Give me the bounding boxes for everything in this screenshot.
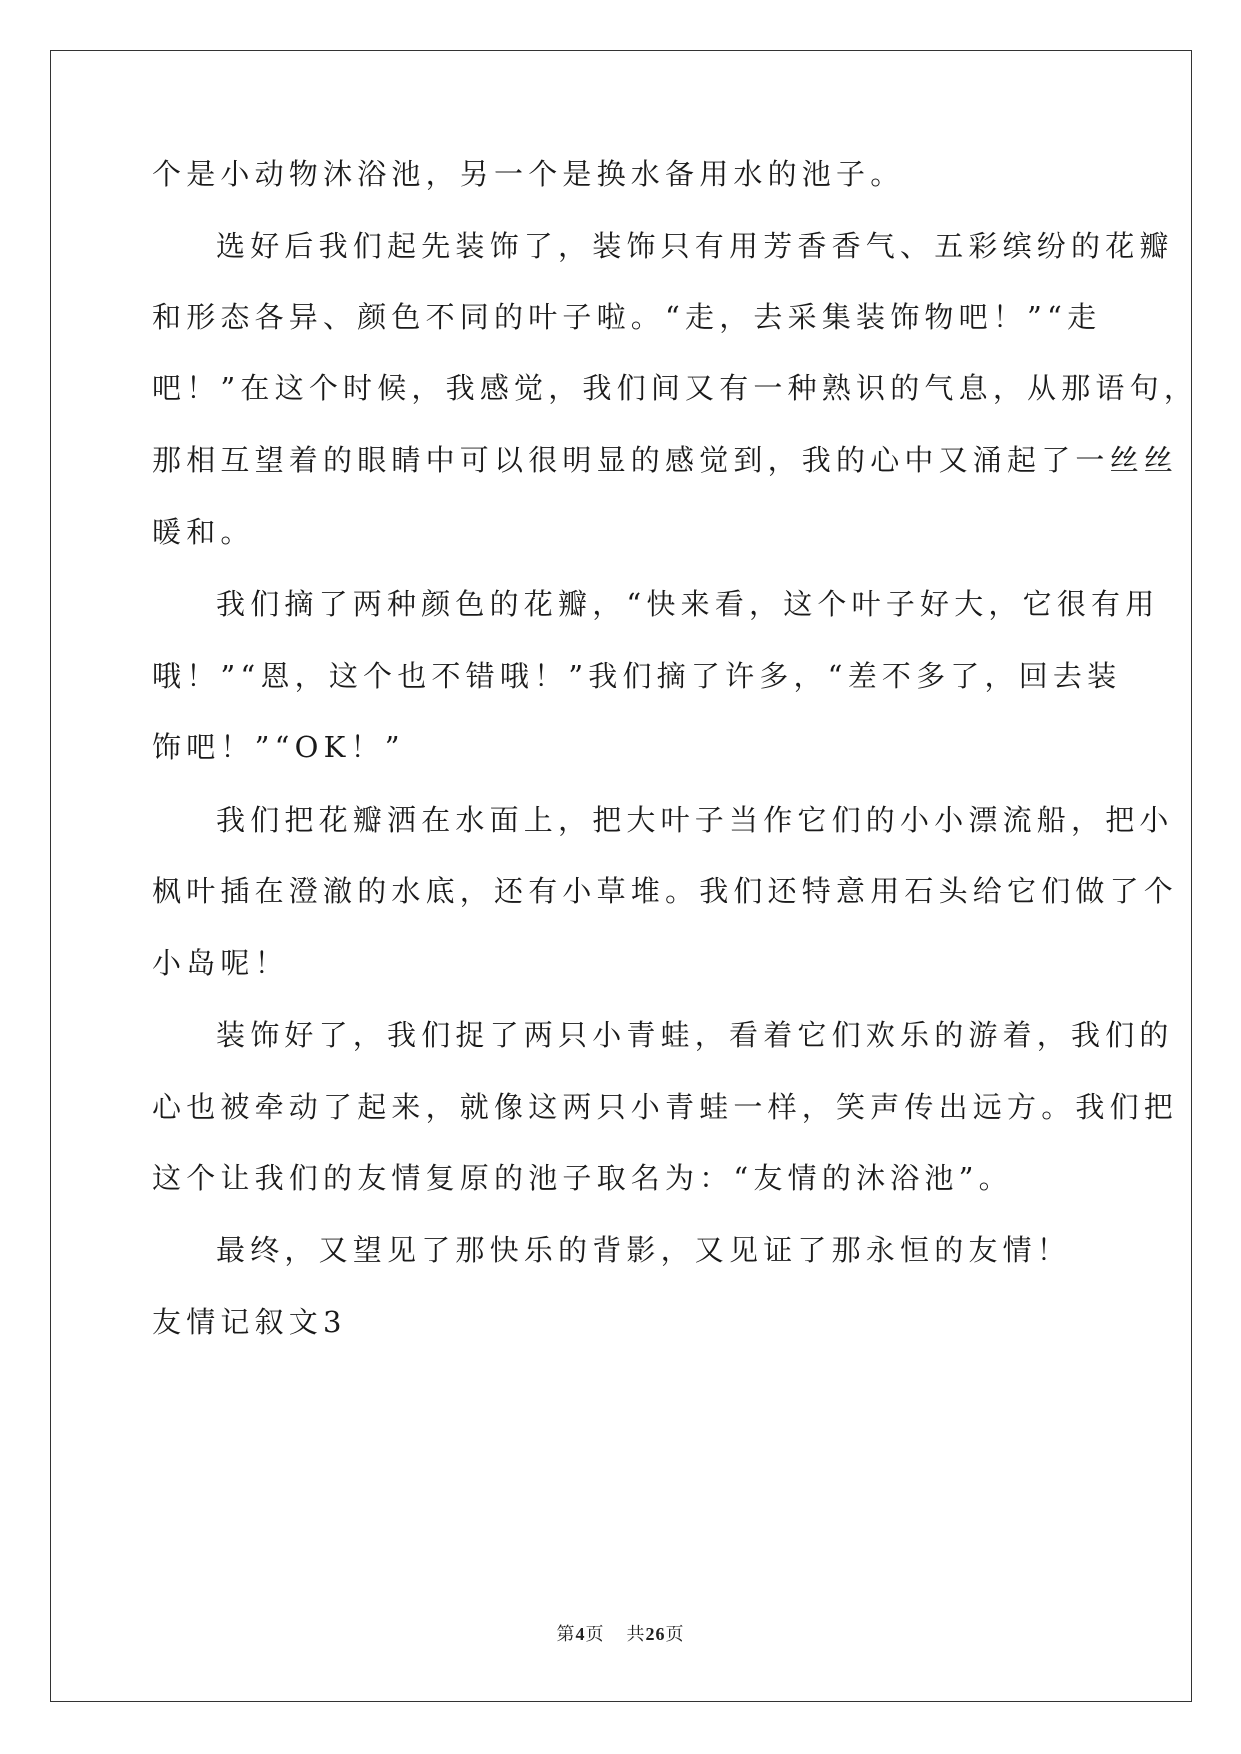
text-line: 装饰好了，我们捉了两只小青蛙，看着它们欢乐的游着，我们的 bbox=[216, 1018, 1174, 1052]
text-line: 我们摘了两种颜色的花瓣，“快来看，这个叶子好大，它很有用 bbox=[216, 587, 1160, 621]
current-page-number: 4 bbox=[575, 1624, 586, 1644]
text-line: 我们把花瓣洒在水面上，把大叶子当作它们的小小漂流船，把小 bbox=[216, 803, 1174, 837]
text-line: 这个让我们的友情复原的池子取名为：“友情的沐浴池”。 bbox=[152, 1161, 1013, 1195]
text-line: 暖和。 bbox=[152, 515, 255, 549]
text-line: 吧！”在这个时候，我感觉，我们间又有一种熟识的气息，从那语句， bbox=[152, 371, 1199, 405]
text-line: 最终，又望见了那快乐的背影，又见证了那永恒的友情！ bbox=[216, 1233, 1072, 1267]
text-line: 选好后我们起先装饰了，装饰只有用芳香香气、五彩缤纷的花瓣 bbox=[216, 229, 1174, 263]
text-line: 心也被牵动了起来，就像这两只小青蛙一样，笑声传出远方。我们把 bbox=[152, 1090, 1179, 1124]
footer-total-suffix: 页 bbox=[665, 1624, 685, 1644]
section-heading: 友情记叙文3 bbox=[152, 1305, 347, 1339]
text-line: 个是小动物沐浴池，另一个是换水备用水的池子。 bbox=[152, 157, 905, 191]
text-line: 饰吧！”“OK！” bbox=[152, 730, 405, 764]
footer-page-word: 页 bbox=[585, 1624, 605, 1644]
footer-prefix: 第 bbox=[556, 1624, 576, 1644]
text-line: 哦！”“恩，这个也不错哦！”我们摘了许多，“差不多了，回去装 bbox=[152, 659, 1122, 693]
text-line: 那相互望着的眼睛中可以很明显的感觉到，我的心中又涌起了一丝丝 bbox=[152, 443, 1179, 477]
text-line: 小岛呢！ bbox=[152, 946, 289, 980]
text-line: 枫叶插在澄澈的水底，还有小草堆。我们还特意用石头给它们做了个 bbox=[152, 874, 1179, 908]
footer-total-prefix: 共 bbox=[626, 1624, 646, 1644]
text-line: 和形态各异、颜色不同的叶子啦。“走，去采集装饰物吧！”“走 bbox=[152, 300, 1102, 334]
total-page-count: 26 bbox=[645, 1624, 666, 1644]
page-footer bbox=[0, 1620, 1241, 1646]
